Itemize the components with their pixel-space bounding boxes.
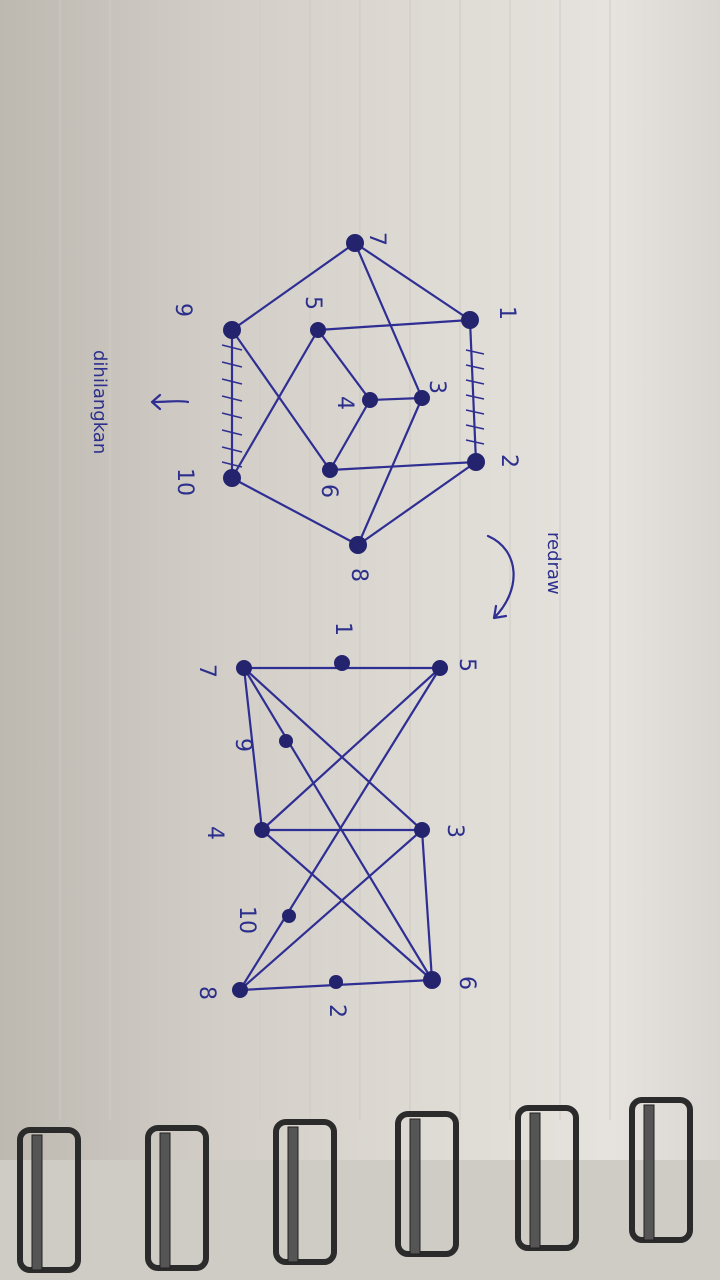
node-5	[310, 322, 326, 338]
top-graph-edges	[232, 243, 476, 545]
edge-4-5	[318, 330, 370, 400]
node-3	[414, 822, 430, 838]
label-8: 8	[346, 568, 371, 582]
node-9	[279, 734, 293, 748]
label-5: 5	[454, 658, 479, 672]
node-4	[254, 822, 270, 838]
label-2: 2	[496, 454, 521, 468]
edge-3-6	[422, 830, 432, 980]
top-graph-labels	[170, 232, 521, 582]
node-8	[232, 982, 248, 998]
node-7	[236, 660, 252, 676]
node-2	[329, 975, 343, 989]
edge-4-6	[330, 400, 370, 470]
node-10	[282, 909, 296, 923]
edge-2-6	[330, 462, 476, 470]
node-6	[322, 462, 338, 478]
node-9	[223, 321, 241, 339]
redraw-note: redraw	[543, 532, 564, 595]
edge-1-5	[318, 320, 470, 330]
node-1	[461, 311, 479, 329]
node-4	[362, 392, 378, 408]
edge-7-6	[244, 668, 432, 980]
label-2: 2	[324, 1004, 349, 1018]
label-9: 9	[230, 738, 255, 752]
label-4: 4	[202, 826, 227, 840]
label-10: 10	[172, 468, 197, 496]
redraw-annotation	[488, 532, 564, 618]
dihilangkan-note: dihilangkan	[89, 350, 110, 455]
removal-annotation	[89, 350, 188, 454]
label-3: 3	[442, 824, 467, 838]
top-graph-nodes	[223, 234, 485, 554]
label-7: 7	[194, 664, 219, 678]
label-3: 3	[424, 380, 449, 394]
edge-3-8	[240, 830, 422, 990]
node-6	[423, 971, 441, 989]
label-9: 9	[170, 303, 195, 317]
node-8	[349, 536, 367, 554]
spiral-binding	[0, 1100, 720, 1280]
edge-9-6	[232, 330, 330, 470]
node-7	[346, 234, 364, 252]
paper-lines	[60, 0, 610, 1120]
edge-7-9	[232, 243, 355, 330]
edge-5-10	[232, 330, 318, 478]
bottom-graph	[194, 622, 479, 1018]
label-4: 4	[332, 396, 357, 410]
node-2	[467, 453, 485, 471]
label-8: 8	[194, 986, 219, 1000]
node-5	[432, 660, 448, 676]
node-1	[334, 655, 350, 671]
bottom-graph-edges	[240, 668, 440, 990]
edge-5-4	[262, 668, 440, 830]
label-6: 6	[454, 976, 479, 990]
label-1: 1	[330, 622, 355, 636]
node-10	[223, 469, 241, 487]
arrow-down-icon	[152, 395, 188, 409]
label-10: 10	[234, 906, 259, 934]
label-1: 1	[494, 306, 519, 320]
label-5: 5	[300, 296, 325, 310]
label-7: 7	[364, 232, 389, 246]
edge-7-3	[244, 668, 422, 830]
top-graph	[89, 232, 521, 582]
edge-4-6	[262, 830, 432, 980]
label-6: 6	[316, 484, 341, 498]
